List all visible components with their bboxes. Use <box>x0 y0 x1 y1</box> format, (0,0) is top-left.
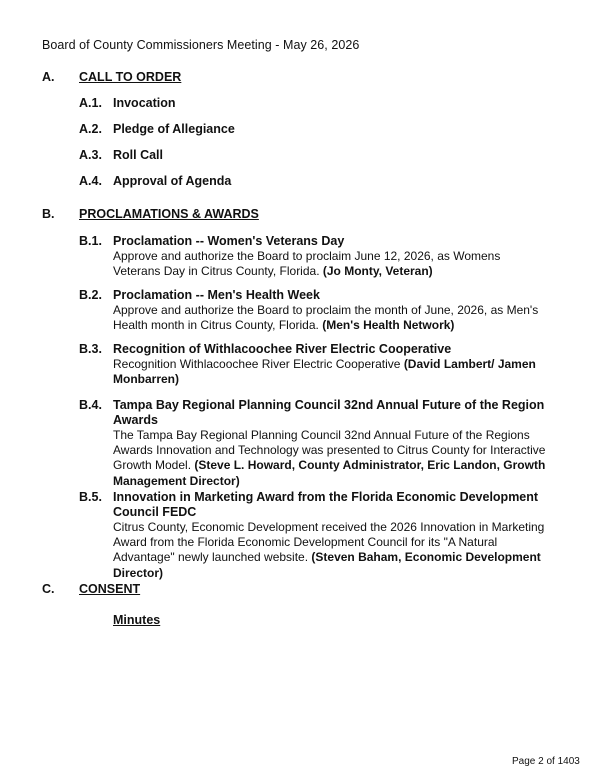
item-a2-title: Pledge of Allegiance <box>113 122 235 136</box>
section-c-letter: C. <box>42 582 55 596</box>
item-b2-desc-presenter: (Men's Health Network) <box>322 318 455 333</box>
item-a4-title: Approval of Agenda <box>113 174 232 188</box>
item-b1-desc-presenter: (Jo Monty, Veteran) <box>322 264 433 279</box>
item-b2-number: B.2. <box>79 288 102 302</box>
item-b3-title: Recognition of Withlacoochee River Electric Cooperative <box>113 342 452 356</box>
item-a3-title: Roll Call <box>113 148 164 162</box>
item-b5-number: B.5. <box>79 490 102 504</box>
item-b1-title: Proclamation -- Women's Veterans Day <box>113 234 345 248</box>
item-b3-desc-presenter: (David Lambert/ Jamen Monbarren) <box>113 357 536 387</box>
item-a2-number: A.2. <box>79 122 102 136</box>
section-a-title: CALL TO ORDER <box>79 70 182 84</box>
item-a4-number: A.4. <box>79 174 102 188</box>
item-b1-desc-text: Approve and authorize the Board to proclaim June 12, 2026, as Womens Veterans Day in Citrus County, Florida. <box>113 249 501 279</box>
minutes-subheading: Minutes <box>113 613 161 627</box>
section-c-title: CONSENT <box>79 582 141 596</box>
item-b4-number: B.4. <box>79 398 102 412</box>
item-b5-desc-text: Citrus County, Economic Development received the 2026 Innovation in Marketing Award from the Florida Economic Development Council for its "A Natural Advantage" newly launched website. <box>113 520 545 565</box>
item-b1-number: B.1. <box>79 234 102 248</box>
section-a-letter: A. <box>42 70 55 84</box>
item-b4-title: Tampa Bay Regional Planning Council 32nd Annual Future of the Region Awards <box>113 398 545 427</box>
item-b4-description <box>113 428 551 489</box>
item-a1-title: Invocation <box>113 96 176 110</box>
meeting-header: Board of County Commissioners Meeting - May 26, 2026 <box>42 38 360 52</box>
item-b4-desc-text: The Tampa Bay Regional Planning Council 32nd Annual Future of the Regions Awards Innovation and Technology was presented to Citrus County for Interactive Growth Model. <box>113 428 546 473</box>
item-b1-description <box>113 249 551 279</box>
section-b-title: PROCLAMATIONS & AWARDS <box>79 207 259 221</box>
page-number: Page 2 of 1403 <box>512 756 580 767</box>
item-b5-description <box>113 520 551 581</box>
section-b-letter: B. <box>42 207 55 221</box>
item-b2-title: Proclamation -- Men's Health Week <box>113 288 320 302</box>
item-b5-title: Innovation in Marketing Award from the Florida Economic Development Council FEDC <box>113 490 539 519</box>
item-a1-number: A.1. <box>79 96 102 110</box>
item-a3-number: A.3. <box>79 148 102 162</box>
item-b3-description <box>113 357 551 387</box>
item-b3-desc-text: Recognition Withlacoochee River Electric Cooperative <box>113 357 401 371</box>
item-b5-desc-presenter: (Steven Baham, Economic Development Director) <box>113 550 541 580</box>
item-b2-description <box>113 303 551 333</box>
item-b4-desc-presenter: (Steve L. Howard, County Administrator, Eric Landon, Growth Management Director) <box>113 458 546 488</box>
item-b3-number: B.3. <box>79 342 102 356</box>
item-b2-desc-text: Approve and authorize the Board to proclaim the month of June, 2026, as Men's Health month in Citrus County, Florida. <box>113 303 539 333</box>
